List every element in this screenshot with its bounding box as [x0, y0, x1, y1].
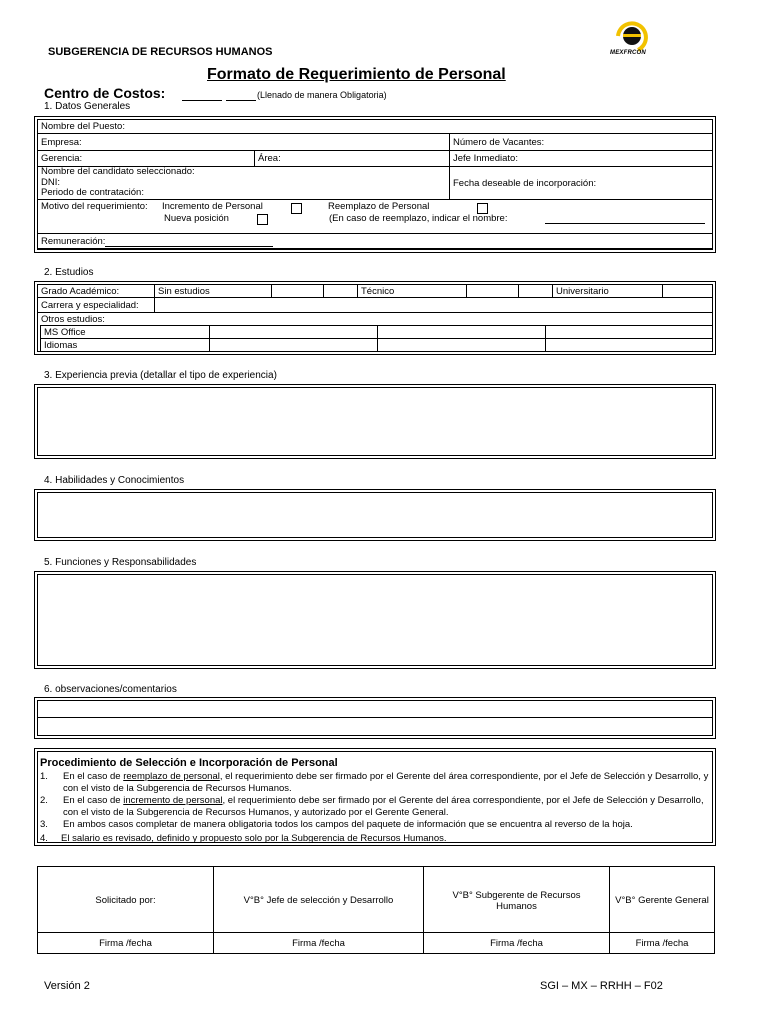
observaciones-box[interactable]: [34, 697, 716, 739]
signature-solicitado[interactable]: Solicitado por:: [38, 867, 214, 933]
remuneracion-field[interactable]: [105, 237, 273, 247]
signature-subgerente[interactable]: V°B° Subgerente de Recursos Humanos: [424, 867, 610, 933]
cost-center-field-2[interactable]: [226, 87, 256, 101]
grado-tecnico[interactable]: Técnico: [358, 285, 467, 298]
procedure-item-2-post: , el requerimiento debe ser firmado por el Gerente del área correspondiente, por el Jefe de Selección y Desarrollo, con el visto de la Subgerencia de Recursos Humanos, y autorizado por el Gerente General.: [63, 795, 704, 818]
procedure-title: Procedimiento de Selección e Incorporación de Personal: [40, 757, 338, 769]
otros-label: Otros estudios:: [38, 313, 713, 326]
periodo-label: Periodo de contratación:: [41, 187, 144, 199]
procedure-item-3-text: En ambos casos completar de manera obligatoria todos los campos del paquete de información que se encuentra al reverso de la hoja.: [63, 819, 633, 830]
section-2-table: [37, 284, 713, 326]
grado-label: Grado Académico:: [38, 285, 155, 298]
fecha-incorporacion-field[interactable]: Fecha deseable de incorporación:: [450, 167, 713, 200]
gerencia-field[interactable]: Gerencia:: [38, 151, 255, 167]
reemplazo-note: (En caso de reemplazo, indicar el nombre:: [329, 212, 508, 224]
section-1-table: [37, 119, 713, 249]
section-6-heading: 6. observaciones/comentarios: [44, 684, 177, 695]
otros-estudios-table: [40, 325, 713, 352]
signature-table: [37, 866, 715, 954]
area-field[interactable]: Área:: [255, 151, 450, 167]
candidato-field[interactable]: [38, 167, 450, 200]
section-5-heading: 5. Funciones y Responsabilidades: [44, 557, 197, 568]
procedure-item-4-num: 4.: [40, 833, 48, 844]
reemplazo-name-field[interactable]: [545, 213, 705, 224]
section-4-heading: 4. Habilidades y Conocimientos: [44, 475, 185, 486]
firma-fecha-4: Firma /fecha: [610, 933, 715, 954]
carrera-field[interactable]: [155, 298, 713, 313]
incremento-label: Incremento de Personal: [162, 200, 263, 212]
procedure-item-1-post: , el requerimiento debe ser firmado por el Gerente del área correspondiente, por el Jefe de Selección y Desarrollo, y con el visto de la Subgerencia de Recursos Humanos.: [63, 771, 709, 794]
empresa-field[interactable]: Empresa:: [38, 134, 450, 151]
ms-office-field-3[interactable]: [546, 326, 713, 339]
carrera-label: Carrera y especialidad:: [38, 298, 155, 313]
nueva-posicion-label: Nueva posición: [164, 212, 229, 224]
ms-office-field-1[interactable]: [210, 326, 378, 339]
firma-fecha-1: Firma /fecha: [38, 933, 214, 954]
firma-fecha-2: Firma /fecha: [214, 933, 424, 954]
idiomas-field-2[interactable]: [378, 339, 546, 352]
reemplazo-label: Reemplazo de Personal: [328, 200, 430, 212]
ms-office-field-2[interactable]: [378, 326, 546, 339]
vacantes-field[interactable]: Número de Vacantes:: [450, 134, 713, 151]
procedure-item-4: [40, 833, 710, 845]
idiomas-field-3[interactable]: [546, 339, 713, 352]
procedure-item-1-num: 1.: [40, 771, 48, 782]
idiomas-label: Idiomas: [41, 339, 210, 352]
cost-center-note: (Llenado de manera Obligatoria): [257, 90, 387, 100]
grado-tecnico-check[interactable]: [467, 285, 519, 298]
grado-sin-extra: [324, 285, 358, 298]
funciones-box[interactable]: [34, 571, 716, 669]
remuneracion-row: [38, 234, 713, 249]
logo-text: MEXFRCON: [610, 50, 646, 56]
cost-center-label: Centro de Costos:: [44, 85, 166, 101]
observaciones-divider: [37, 717, 713, 718]
procedure-item-3-num: 3.: [40, 819, 48, 830]
grado-sin-check[interactable]: [272, 285, 324, 298]
incremento-checkbox[interactable]: [291, 203, 302, 214]
procedure-item-1: [40, 771, 710, 795]
procedure-item-3: [40, 819, 710, 831]
dni-label: DNI:: [41, 176, 60, 188]
company-logo: [608, 16, 656, 60]
section-3-heading: 3. Experiencia previa (detallar el tipo de experiencia): [44, 370, 277, 381]
grado-tecnico-extra: [519, 285, 553, 298]
footer-version: Versión 2: [44, 980, 90, 992]
habilidades-box[interactable]: [34, 489, 716, 541]
signature-jefe-seleccion[interactable]: V°B° Jefe de selección y Desarrollo: [214, 867, 424, 933]
grado-sin-estudios[interactable]: Sin estudios: [155, 285, 272, 298]
procedure-item-2-emph: incremento de personal: [123, 795, 223, 806]
procedure-item-4-text: El salario es revisado, definido y propuesto solo por la Subgerencia de Recursos Humanos.: [61, 833, 447, 844]
idiomas-field-1[interactable]: [210, 339, 378, 352]
footer-code: SGI – MX – RRHH – F02: [540, 980, 663, 992]
firma-fecha-3: Firma /fecha: [424, 933, 610, 954]
nueva-posicion-checkbox[interactable]: [257, 214, 268, 225]
motivo-label: Motivo del requerimiento:: [41, 200, 148, 212]
cost-center-field-1[interactable]: [182, 87, 222, 101]
ms-office-label: MS Office: [41, 326, 210, 339]
candidato-label: Nombre del candidato seleccionado:: [41, 166, 195, 178]
procedure-item-2: [40, 795, 710, 819]
experiencia-box[interactable]: [34, 384, 716, 459]
jefe-field[interactable]: Jefe Inmediato:: [450, 151, 713, 167]
department-name: SUBGERENCIA DE RECURSOS HUMANOS: [48, 46, 273, 58]
form-title: Formato de Requerimiento de Personal: [207, 66, 506, 83]
procedure-list: [40, 771, 710, 845]
grado-universitario[interactable]: Universitario: [553, 285, 663, 298]
signature-gerente-general[interactable]: V°B° Gerente General: [610, 867, 715, 933]
motivo-row: [38, 200, 713, 234]
puesto-field[interactable]: Nombre del Puesto:: [38, 120, 713, 134]
section-1-heading: 1. Datos Generales: [44, 101, 131, 112]
procedure-item-1-emph: reemplazo de personal: [123, 771, 220, 782]
procedure-item-2-num: 2.: [40, 795, 48, 806]
grado-universitario-check[interactable]: [663, 285, 713, 298]
procedure-item-1-pre: En el caso de: [63, 771, 124, 782]
remuneracion-label: Remuneración:: [41, 235, 106, 247]
section-2-heading: 2. Estudios: [44, 267, 94, 278]
procedure-item-2-pre: En el caso de: [63, 795, 124, 806]
